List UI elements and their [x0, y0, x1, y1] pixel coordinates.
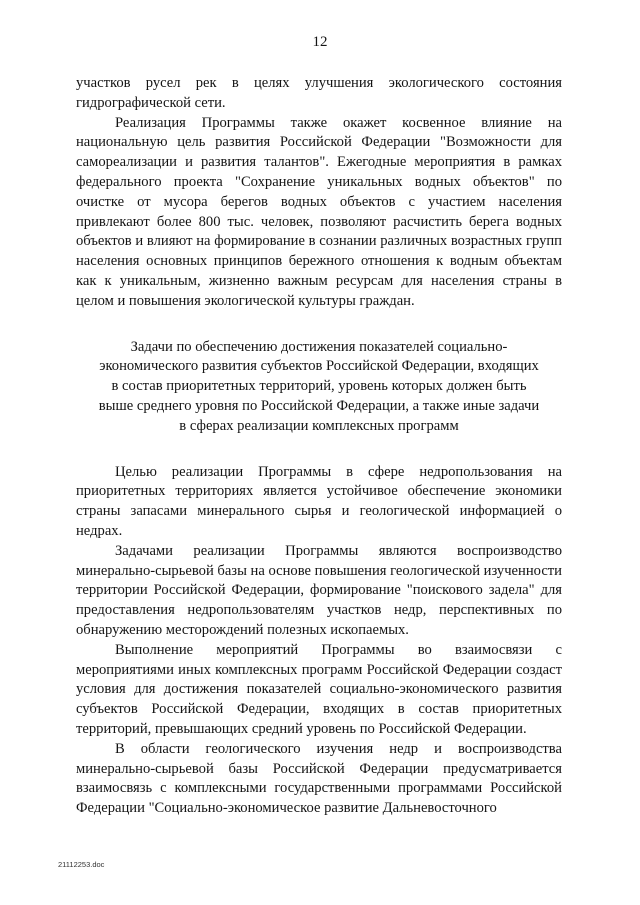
section-heading-line: в сферах реализации комплексных программ — [179, 417, 459, 434]
section-heading-line: выше среднего уровня по Российской Федерации, а также иные задачи — [98, 397, 540, 414]
paragraph-tasks: Задачами реализации Программы являются воспроизводство минерально-сырьевой базы на основе повышения геологической изученности территории Российской Федерации, формирование "поискового задела" для предоставления недропользователям участков недр, перспективных по обнаружению месторождений полезных ископаемых. — [76, 542, 562, 638]
document-filename: 21112253.doc — [58, 860, 105, 869]
section-heading — [76, 338, 562, 437]
section-heading-line: в состав приоритетных территорий, уровень которых должен быть — [111, 378, 527, 395]
section-heading-line: экономического развития субъектов Российской Федерации, входящих — [99, 358, 539, 375]
paragraph-program-impact: Реализация Программы также окажет косвенное влияние на национальную цель развития Российской Федерации "Возможности для самореализации и развития талантов". Ежегодные мероприятия в рамках федерального проекта "Сохранение уникальных водных объектов" по очистке от мусора берегов водных объектов с участием населения привлекают более 800 тыс. человек, позволяют расчистить берега водных объектов и влияют на формирование в сознании различных возрастных групп населения основных принципов бережного отношения к водным объектам как к уникальным, жизненно важным ресурсам для населения страны в целом и повышения экологической культуры граждан. — [76, 114, 562, 309]
paragraph-goal: Целью реализации Программы в сфере недропользования на приоритетных территориях является устойчивое обеспечение экономики страны запасами минерального сырья и геологической информацией о недрах. — [76, 463, 562, 539]
section-heading-line: Задачи по обеспечению достижения показателей социально- — [130, 338, 508, 355]
paragraph-geology: В области геологического изучения недр и воспроизводства минерально-сырьевой базы Российской Федерации предусматривается взаимосвязь с комплексными государственными программами Российской Федерации "Социально-экономическое развитие Дальневосточного — [76, 740, 562, 817]
page-number: 12 — [312, 34, 328, 50]
document-body — [76, 74, 562, 819]
paragraph-interconnection: Выполнение мероприятий Программы во взаимосвязи с мероприятиями иных комплексных программ Российской Федерации создаст условия для достижения показателей социально-экономического развития субъектов Российской Федерации, входящих в состав приоритетных территорий, превышающих средний уровень по Российской Федерации. — [76, 641, 562, 737]
paragraph-continuation: участков русел рек в целях улучшения экологического состояния гидрографической сети. — [76, 75, 562, 111]
